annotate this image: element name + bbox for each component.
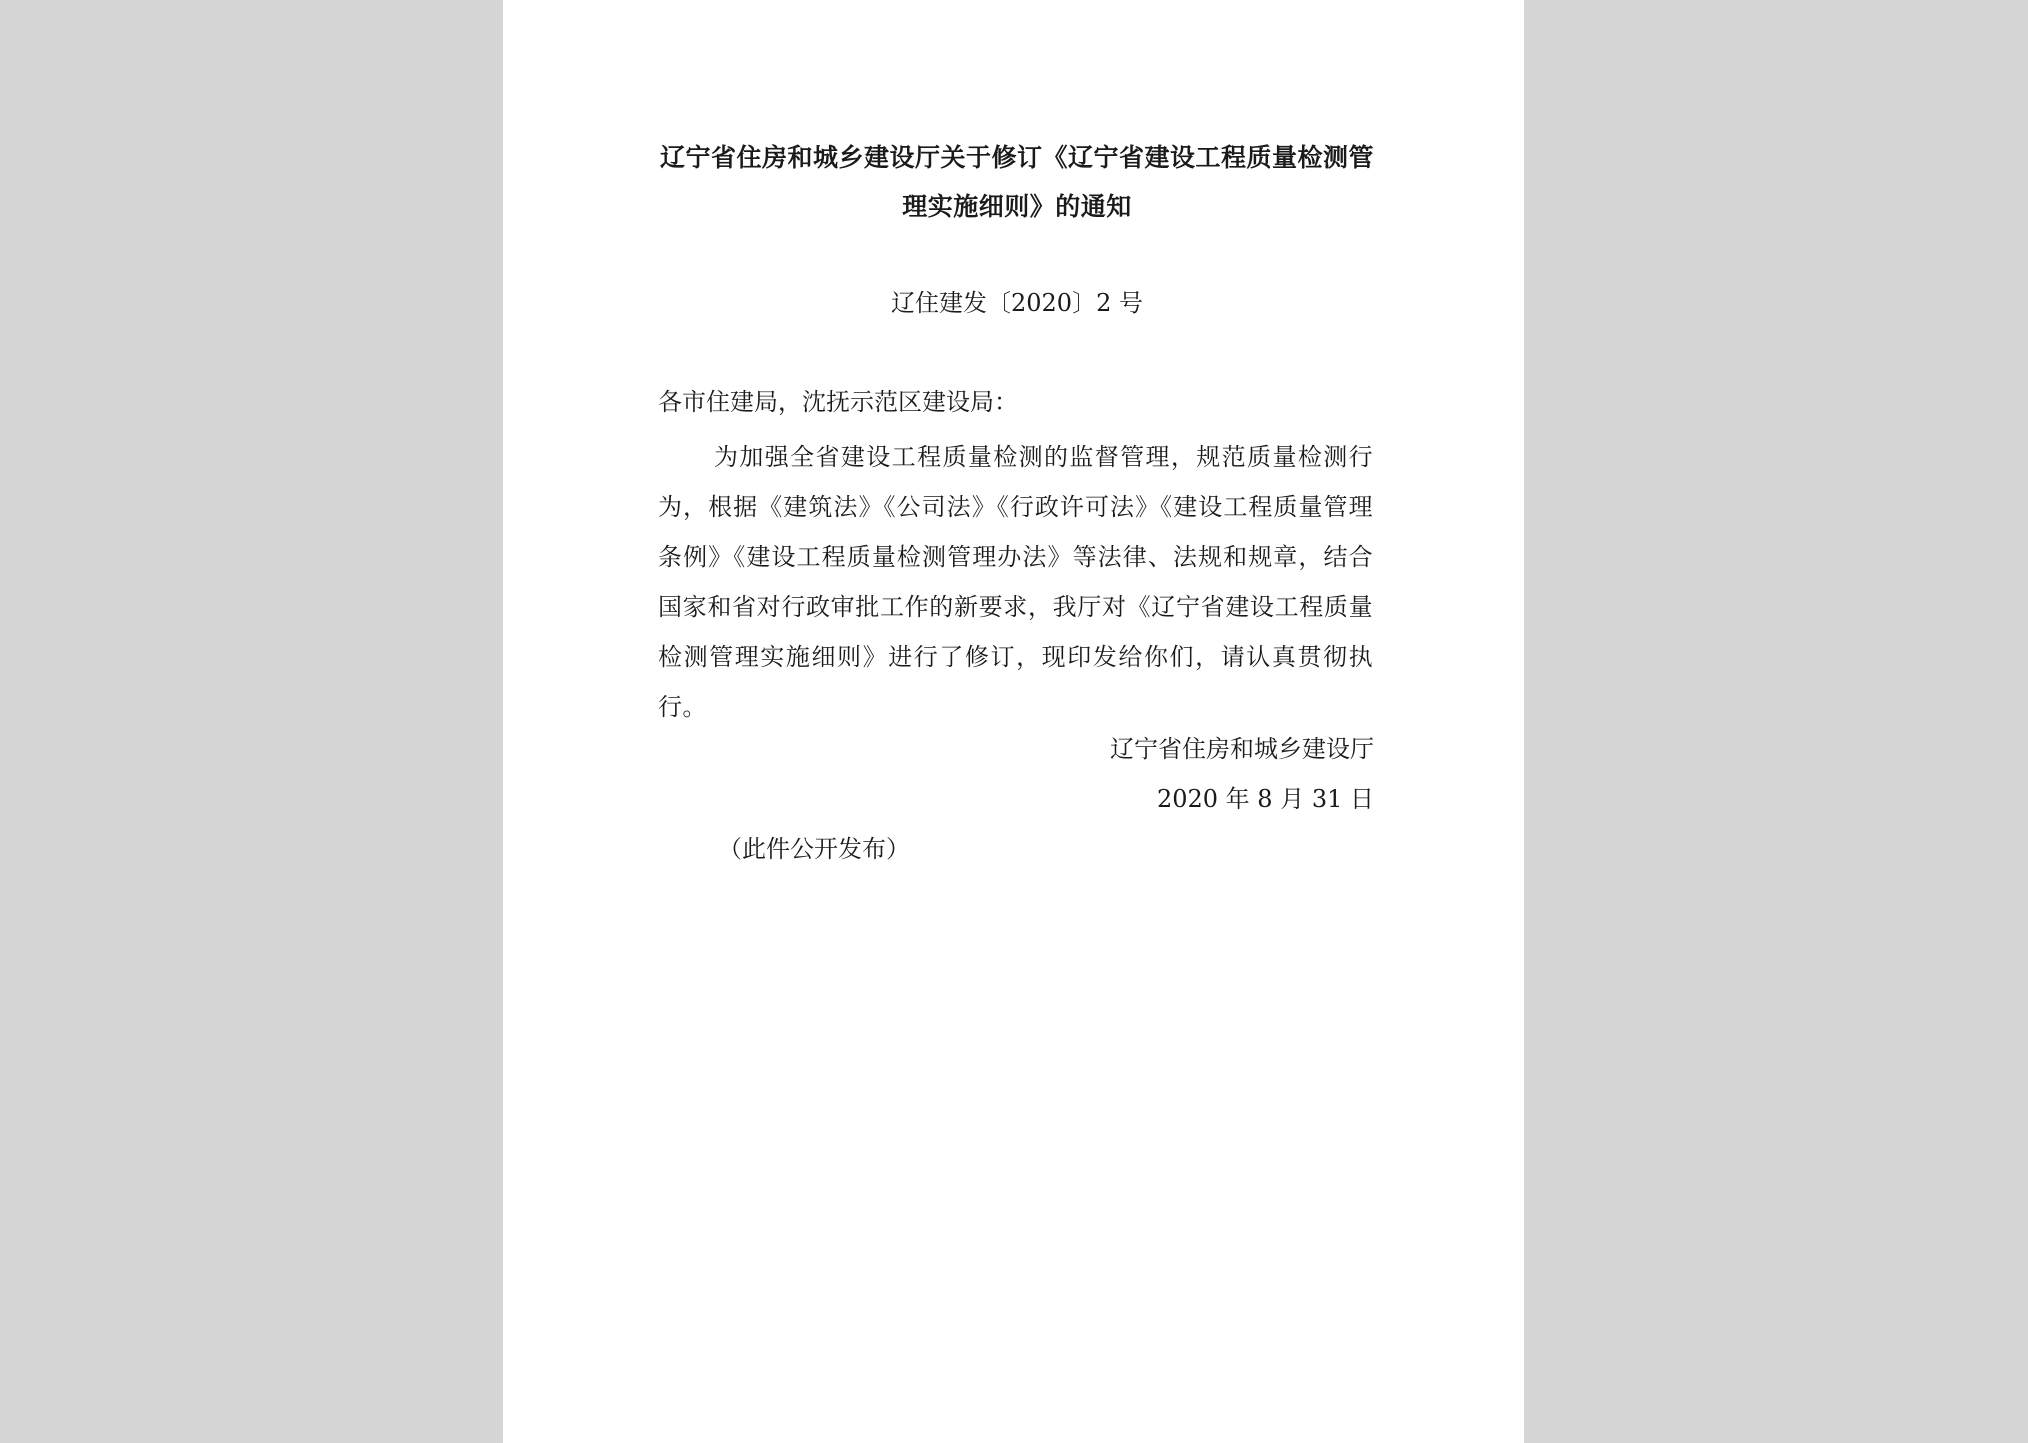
recipient-line: 各市住建局，沈抚示范区建设局：: [658, 388, 1018, 416]
publication-note: （此件公开发布）: [718, 835, 910, 863]
signature-organization: 辽宁省住房和城乡建设厅: [1110, 735, 1374, 763]
document-number: 辽住建发〔2020〕2 号: [891, 289, 1143, 317]
signature-date: 2020 年 8 月 31 日: [1156, 785, 1374, 813]
document-title: 辽宁省住房和城乡建设厅关于修订《辽宁省建设工程质量检测管理实施细则》的通知: [659, 143, 1374, 221]
body-paragraph: 为加强全省建设工程质量检测的监督管理，规范质量检测行为，根据《建筑法》《公司法》《行政许可法》《建设工程质量管理条例》《建设工程质量检测管理办法》等法律、法规和规章，结合国家和省对行政审批工作的新要求，我厅对《辽宁省建设工程质量检测管理实施细则》进行了修订，现印发给你们，请认真贯彻执行。: [658, 443, 1373, 721]
document-page: [503, 0, 1524, 1443]
